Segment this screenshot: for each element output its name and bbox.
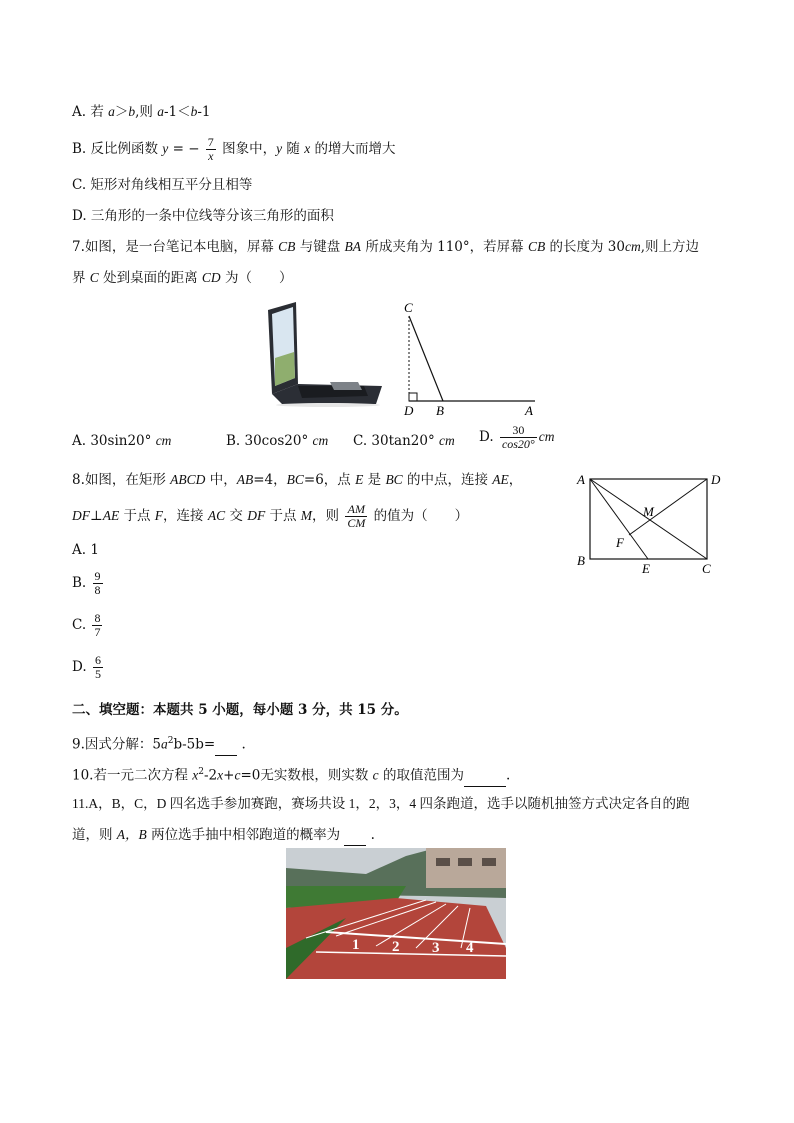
q7-option-a: A. 30sin20° cm: [72, 433, 172, 449]
label-a: A: [525, 403, 533, 418]
cb-segment: [409, 316, 443, 401]
q8-option-b: B. $\frac{9}{8}$: [72, 569, 101, 597]
segment-df: [629, 479, 707, 535]
label-d: D: [404, 403, 414, 418]
q8-stem-line2: DF⊥AE 于点 F，连接 AC 交 DF 于点 M，则 $\frac{AM}{CM}$ 的值为（ ）: [72, 502, 469, 530]
q7-stem-line1: 7.如图，是一台笔记本电脑，屏幕 CB 与键盘 BA 所成夹角为 110°，若屏幕 CB 的长度为 30cm,则上方边: [72, 239, 700, 255]
lane-number-3: 3: [432, 940, 440, 956]
label-c: C: [404, 300, 413, 315]
q11-stem-line2: 道，则 A，B 两位选手抽中相邻跑道的概率为 .: [72, 825, 375, 846]
label-f: F: [616, 535, 624, 550]
q8-option-c: C. $\frac{8}{7}$: [72, 611, 101, 639]
running-track-photo: [286, 848, 506, 979]
laptop-photo: [258, 298, 384, 408]
building: [426, 848, 506, 888]
q9-answer-blank[interactable]: [215, 735, 237, 756]
label-m: M: [643, 504, 654, 519]
label-b: B: [577, 553, 585, 568]
q8-option-a: A. 1: [72, 542, 99, 558]
lane-number-4: 4: [466, 940, 474, 956]
q11-stem-line1: 11.A，B，C，D 四名选手参加赛跑，赛场共设 1，2，3，4 四条跑道，选手以随机抽签方式决定各自的跑: [72, 796, 690, 811]
label-a: A: [577, 472, 585, 487]
fraction-7-over-x: $\frac{7}{x}$: [207, 135, 214, 163]
q7-option-d: D. $\frac{30}{\cos 20^\circ}$ cm: [479, 423, 555, 451]
fraction-6-over-5: $\frac{6}{5}$: [94, 653, 101, 681]
q6-option-c: C. 矩形对角线相互平分且相等: [72, 177, 253, 193]
lane-number-1: 1: [352, 937, 360, 953]
q9: 9.因式分解：$5a^2b-5b=$ .: [72, 731, 246, 756]
q8-stem-line1: 8.如图，在矩形 ABCD 中，AB=4，BC=6，点 E 是 BC 的中点，连接 AE，: [72, 472, 523, 488]
q7-figure: [396, 298, 546, 418]
q10: 10.若一元二次方程 $x^2-2x+c=0$无实数根，则实数 c 的取值范围为 .: [72, 762, 510, 787]
label-c: C: [702, 561, 711, 576]
q7-option-c: C. 30tan20° cm: [353, 433, 455, 449]
q6-option-d: D. 三角形的一条中位线等分该三角形的面积: [72, 208, 334, 224]
q10-answer-blank[interactable]: [464, 766, 506, 787]
fraction-8-over-7: $\frac{8}{7}$: [94, 611, 101, 639]
lane-number-2: 2: [392, 939, 400, 955]
q8-figure: [570, 466, 730, 580]
label-d: D: [711, 472, 721, 487]
q8-option-d: D. $\frac{6}{5}$: [72, 653, 101, 681]
q11-answer-blank[interactable]: [344, 825, 366, 846]
fraction-30-over-cos20: $\frac{30}{\cos 20^\circ}$: [501, 423, 535, 451]
label-b: B: [436, 403, 444, 418]
label-e: E: [642, 561, 650, 576]
q7-stem-line2: 界 C 处到桌面的距离 CD 为（ ）: [72, 270, 293, 286]
fraction-9-over-8: $\frac{9}{8}$: [94, 569, 101, 597]
q7-option-b: B. 30cos20° cm: [226, 433, 329, 449]
right-angle-mark: [409, 393, 417, 401]
section-2-title: 二、填空题：本题共 5 小题，每小题 3 分，共 15 分。: [72, 702, 408, 718]
fraction-am-over-cm: $\frac{AM}{CM}$: [347, 502, 366, 530]
q6-option-b: B. 反比例函数 y = − $\frac{7}{x}$ 图象中，y 随 x 的增大而增大: [72, 135, 396, 163]
q6-option-a: A. 若 a＞b,则 a-1＜b-1: [72, 104, 211, 120]
